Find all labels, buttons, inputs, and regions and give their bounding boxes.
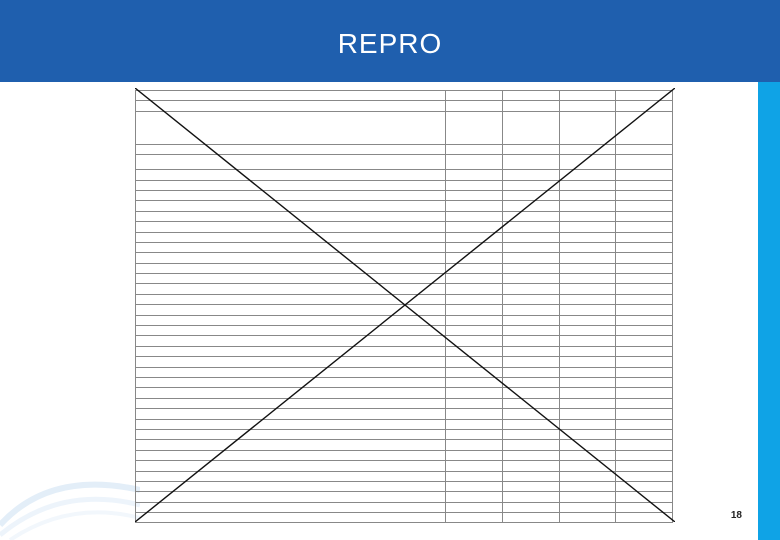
slide-header <box>0 0 780 82</box>
page-number: 18 <box>730 510 742 521</box>
decorative-swirl <box>0 430 140 540</box>
right-accent-stripe <box>758 82 780 540</box>
slide-title: REPRO <box>337 28 443 59</box>
cost-table-image <box>135 90 673 522</box>
